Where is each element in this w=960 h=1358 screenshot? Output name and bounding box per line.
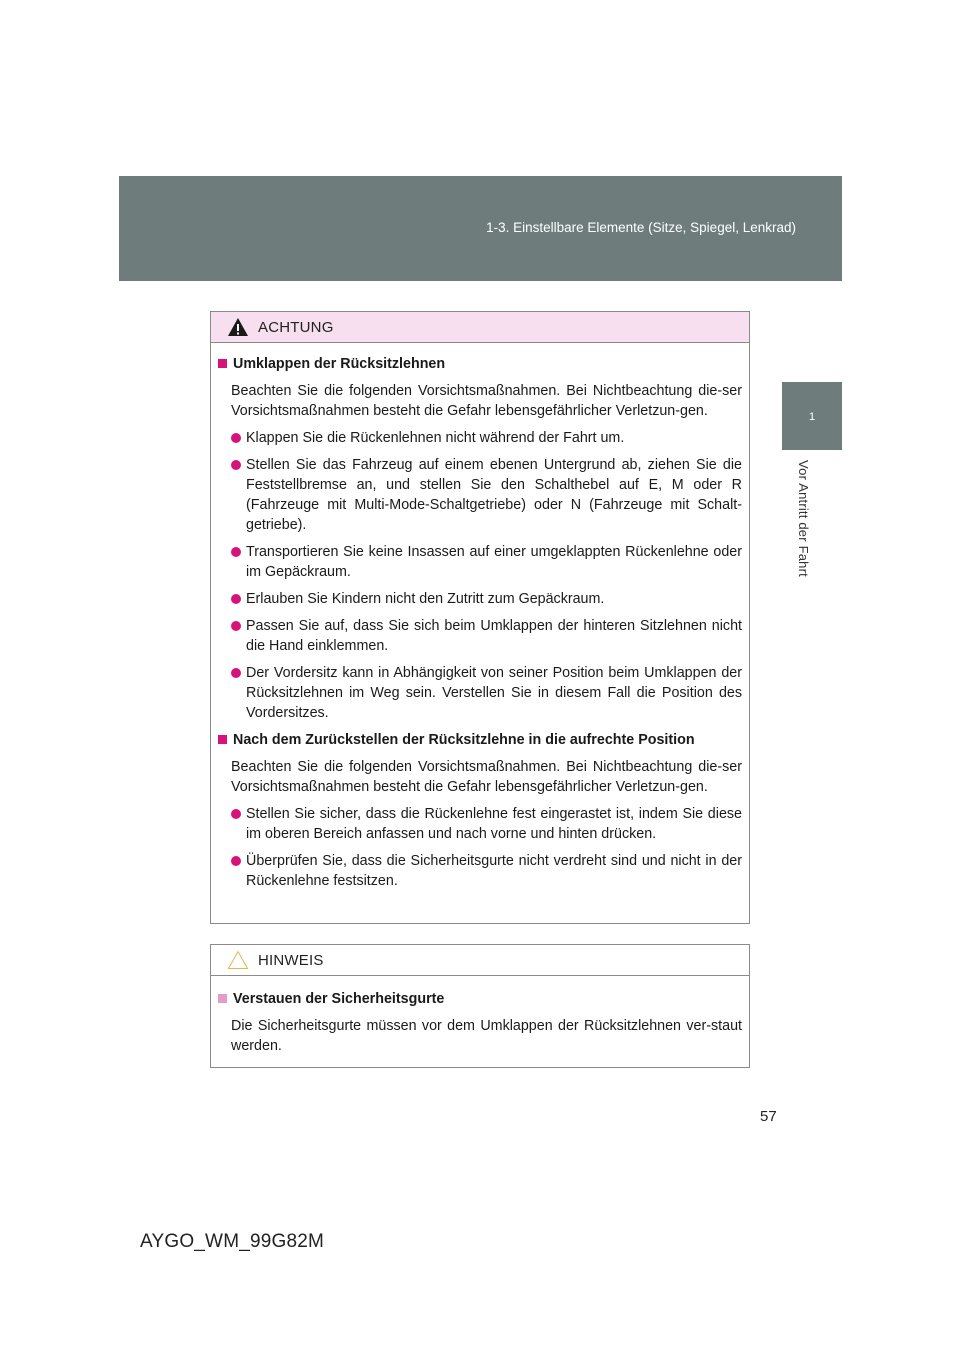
- header-band: [119, 176, 842, 281]
- round-bullet-icon: [231, 856, 241, 866]
- list-item-text: Transportieren Sie keine Insassen auf einer umgeklappten Rückenlehne oder im Gepäckraum.: [246, 544, 742, 580]
- note-box-title: HINWEIS: [258, 951, 324, 969]
- section-intro: Beachten Sie die folgenden Vorsichtsmaßnahmen. Bei Nichtbeachtung die-ser Vorsichtsmaßnahmen besteht die Gefahr lebensgefährlicher Verletzun-gen.: [231, 759, 742, 795]
- list-item: [218, 616, 742, 656]
- round-bullet-icon: [231, 547, 241, 557]
- list-item-text: Klappen Sie die Rückenlehnen nicht während der Fahrt um.: [246, 430, 625, 446]
- list-item: [218, 851, 742, 891]
- section-heading-text: Nach dem Zurückstellen der Rücksitzlehne in die aufrechte Position: [233, 732, 695, 748]
- square-bullet-icon: [218, 735, 227, 744]
- round-bullet-icon: [231, 668, 241, 678]
- section-heading: [218, 989, 742, 1009]
- warning-box-body: [211, 343, 749, 891]
- section-heading-text: Verstauen der Sicherheitsgurte: [233, 991, 445, 1007]
- list-item: [218, 428, 742, 448]
- list-item-text: Erlauben Sie Kindern nicht den Zutritt zum Gepäckraum.: [246, 591, 605, 607]
- section-intro: Beachten Sie die folgenden Vorsichtsmaßnahmen. Bei Nichtbeachtung die-ser Vorsichtsmaßnahmen besteht die Gefahr lebensgefährlicher Verletzun-gen.: [231, 383, 742, 419]
- list-item-text: Stellen Sie sicher, dass die Rückenlehne fest eingerastet ist, indem Sie diese im oberen Bereich anfassen und nach vorne und hinten drücken.: [246, 806, 742, 842]
- note-box: [210, 944, 750, 1068]
- section-heading-text: Umklappen der Rücksitzlehnen: [233, 356, 446, 372]
- list-item: [218, 455, 742, 535]
- page-number: 57: [760, 1108, 777, 1125]
- square-bullet-icon: [218, 994, 227, 1003]
- list-item: [218, 804, 742, 844]
- chapter-label: Vor Antritt der Fahrt: [796, 460, 811, 577]
- warning-box-title: ACHTUNG: [258, 318, 334, 336]
- warning-box: [210, 311, 750, 924]
- list-item: [218, 589, 742, 609]
- round-bullet-icon: [231, 594, 241, 604]
- round-bullet-icon: [231, 433, 241, 443]
- list-item-text: Der Vordersitz kann in Abhängigkeit von seiner Position beim Umklappen der Rücksitzlehnen im Weg sein. Verstellen Sie in diesem Fall die Position des Vordersitzes.: [246, 665, 742, 721]
- list-item: [218, 542, 742, 582]
- caution-outline-triangle-icon: [227, 950, 249, 970]
- list-item-text: Stellen Sie das Fahrzeug auf einem ebenen Untergrund ab, ziehen Sie die Feststellbremse an, und stellen Sie den Schalthebel auf E, M oder R (Fahrzeuge mit Multi-Mode-Schaltgetriebe) oder N (Fahrzeuge mit Schalt-getriebe).: [246, 457, 742, 533]
- section-title: 1-3. Einstellbare Elemente (Sitze, Spiegel, Lenkrad): [486, 220, 796, 235]
- round-bullet-icon: [231, 460, 241, 470]
- note-text: Die Sicherheitsgurte müssen vor dem Umklappen der Rücksitzlehnen ver-staut werden.: [231, 1018, 742, 1054]
- round-bullet-icon: [231, 621, 241, 631]
- section-heading: [218, 730, 742, 750]
- note-box-header: [211, 945, 749, 976]
- list-item: [218, 663, 742, 723]
- round-bullet-icon: [231, 809, 241, 819]
- warning-triangle-icon: [227, 317, 249, 337]
- warning-box-header: [211, 312, 749, 343]
- list-item-text: Passen Sie auf, dass Sie sich beim Umklappen der hinteren Sitzlehnen nicht die Hand einklemmen.: [246, 618, 742, 654]
- chapter-tab: [782, 382, 842, 450]
- list-item-text: Überprüfen Sie, dass die Sicherheitsgurte nicht verdreht sind und nicht in der Rückenlehne festsitzen.: [246, 853, 742, 889]
- note-box-body: [211, 976, 749, 1056]
- document-code: AYGO_WM_99G82M: [140, 1231, 325, 1252]
- chapter-number: 1: [808, 411, 816, 423]
- section-heading: [218, 354, 742, 374]
- square-bullet-icon: [218, 359, 227, 368]
